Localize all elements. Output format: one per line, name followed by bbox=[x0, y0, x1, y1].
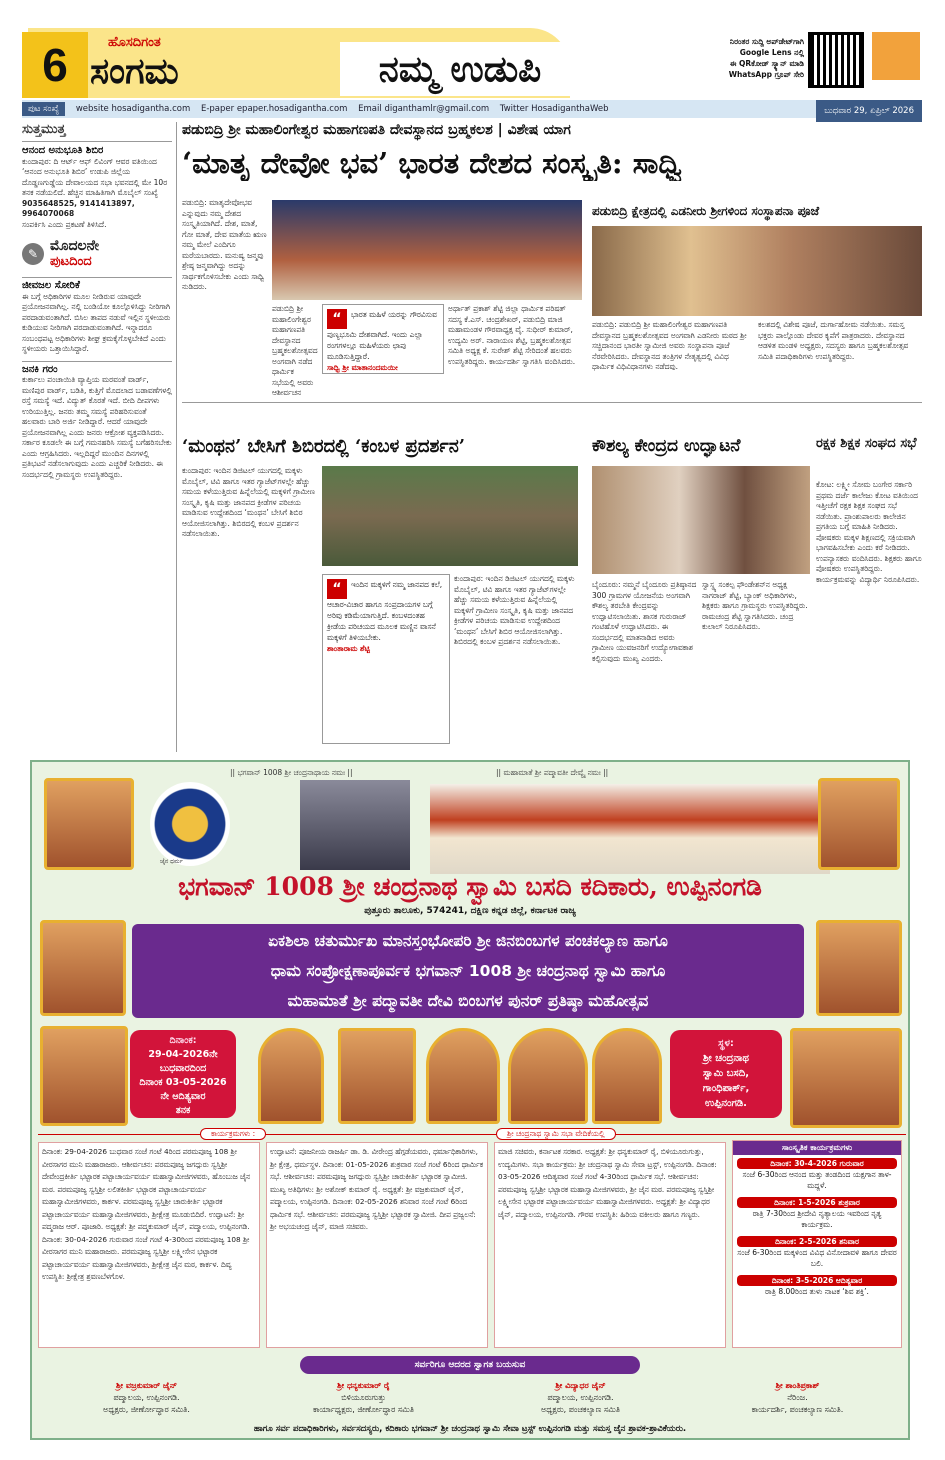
host-entry bbox=[38, 1380, 255, 1420]
ad-address: ಪುತ್ತೂರು ತಾಲೂಕು, 574241, ದಕ್ಷಿಣ ಕನ್ನಡ ಜಿಲ್ಲೆ, ಕರ್ನಾಟಕ ರಾಜ್ಯ bbox=[364, 906, 576, 916]
cultural-item bbox=[733, 1233, 901, 1272]
headline: ಆನಂದ ಅನುಭೂತಿ ಶಿಬಿರ bbox=[22, 145, 104, 156]
page-number: 6 bbox=[22, 32, 88, 98]
kaushalya-headline: ಕೌಶಲ್ಯ ಕೇಂದ್ರದ ಉದ್ಘಾಟನೆ bbox=[592, 436, 741, 456]
headline: ಜೀವಜಲ ಸೋರಿಕೆ bbox=[22, 277, 172, 292]
photo-guest bbox=[592, 1028, 662, 1124]
qr-code-icon[interactable] bbox=[808, 32, 864, 88]
cultural-date: ದಿನಾಂಕ: 30-4-2026 ಗುರುವಾರ bbox=[737, 1158, 897, 1169]
manthana-headline: ‘ಮಂಥನ’ ಬೇಸಿಗೆ ಶಿಬಿರದಲ್ಲಿ ‘ಕಂಬಳ ಪ್ರದರ್ಶನ’ bbox=[182, 436, 465, 457]
photo-swamiji bbox=[818, 778, 900, 870]
host-role: ಕಾರ್ಯದರ್ಶಿ, ಪಂಚಕಲ್ಯಾಣ ಸಮಿತಿ. bbox=[751, 1405, 844, 1414]
host-place: ಪದ್ಮಾಲಯ, ಉಪ್ಪಿನಂಗಡಿ. bbox=[547, 1393, 614, 1402]
idols-photo bbox=[300, 780, 410, 870]
photo-muni bbox=[816, 920, 902, 1016]
host-entry bbox=[689, 1380, 906, 1420]
host-entry bbox=[255, 1380, 472, 1420]
cultural-desc: ಸಂಜೆ 6-30ರಿಂದ ಮಕ್ಕಳಿಂದ ವಿವಿಧ ವಿನೋದಾವಳಿ ಹಾಗೂ ದೇವರ ಬಲಿ. bbox=[737, 1248, 897, 1268]
manthana-body: ಕುಂದಾಪುರ: ಇಂದಿನ ಡಿಜಿಟಲ್ ಯುಗದಲ್ಲಿ ಮಕ್ಕಳು ಮೊಬೈಲ್, ಟಿವಿ ಹಾಗೂ ಇತರ ಗ್ಯಾಜೆಟ್‌ಗಳಲ್ಲೇ ಹೆಚ್ಚು ಸಮಯ ಕಳೆಯುತ್ತಿರುವ ಹಿನ್ನೆಲೆಯಲ್ಲಿ ಮಕ್ಕಳಿಗೆ ಗ್ರಾಮೀಣ ಸಂಸ್ಕೃತಿ, ಕೃಷಿ ಮತ್ತು ಜಾನಪದ ಕ್ರೀಡೆಗಳ ಪರಿಚಯ ಮಾಡಿಸುವ ಉದ್ದೇಶದಿಂದ ‘ಮಂಥನ’ ಬೇಸಿಗೆ ಶಿಬಿರ ಆಯೋಜಿಸಲಾಗಿತ್ತು. ಶಿಬಿರದಲ್ಲಿ ಕಂಬಳ ಪ್ರದರ್ಶನ ನಡೆಸಲಾಯಿತು. bbox=[182, 466, 315, 538]
padubidri-headline: ಪಡುಬಿದ್ರಿ ಕ್ಷೇತ್ರದಲ್ಲಿ ಎಡನೀರು ಶ್ರೀಗಳಿಂದ ಸಂಸ್ಥಾಪನಾ ಪೂಜೆ bbox=[592, 204, 820, 218]
host-name: ಶ್ರೀ ಶಾಂತಿಪ್ರಕಾಶ್ bbox=[775, 1381, 820, 1390]
venue-box: ಸ್ಥಳ: ಶ್ರೀ ಚಂದ್ರನಾಥ ಸ್ವಾಮಿ ಬಸದಿ, ಗಾಂಧಿಪಾರ್ಕ್, ಉಪ್ಪಿನಂಗಡಿ. bbox=[670, 1030, 782, 1118]
photo-guest bbox=[338, 1028, 416, 1124]
photo-muni bbox=[40, 920, 126, 1016]
photo-couple bbox=[790, 1028, 902, 1128]
raksha-body: ಕೋಟ: ಲಕ್ಷ್ಮೀ ಸೋಮ ಬಂಗೇರ ಸರ್ಕಾರಿ ಪ್ರಥಮ ದರ್ಜೆ ಕಾಲೇಜು ಕೋಟ ವತಿಯಿಂದ ಇತ್ತೀಚೆಗೆ ರಕ್ಷಕ ಶಿಕ್ಷಕ ಸಂಘದ ಸಭೆ ನಡೆಯಿತು. ಪ್ರಾಂಶುಪಾಲರು ಕಾಲೇಜಿನ ಪ್ರಗತಿಯ ಬಗ್ಗೆ ಮಾಹಿತಿ ನೀಡಿದರು. ಪೋಷಕರು ಮಕ್ಕಳ ಶಿಕ್ಷಣದಲ್ಲಿ ಸಕ್ರಿಯವಾಗಿ ಭಾಗವಹಿಸಬೇಕು ಎಂದು ಕರೆ ನೀಡಿದರು. ಉಪನ್ಯಾಸಕರು ವಂದಿಸಿದರು. ಶಿಕ್ಷಕರು ಹಾಗೂ ಪೋಷಕರು ಉಪಸ್ಥಿತರಿದ್ದರು. ಕಾರ್ಯಕ್ರಮವನ್ನು ವಿದ್ಯಾರ್ಥಿ ನಿರೂಪಿಸಿದರು. bbox=[816, 480, 922, 584]
divider bbox=[176, 122, 177, 752]
manthana-body-2: ಕುಂದಾಪುರ: ಇಂದಿನ ಡಿಜಿಟಲ್ ಯುಗದಲ್ಲಿ ಮಕ್ಕಳು ಮೊಬೈಲ್, ಟಿವಿ ಹಾಗೂ ಇತರ ಗ್ಯಾಜೆಟ್‌ಗಳಲ್ಲೇ ಹೆಚ್ಚು ಸಮಯ ಕಳೆಯುತ್ತಿರುವ ಹಿನ್ನೆಲೆಯಲ್ಲಿ ಮಕ್ಕಳಿಗೆ ಗ್ರಾಮೀಣ ಸಂಸ್ಕೃತಿ, ಕೃಷಿ ಮತ್ತು ಜಾನಪದ ಕ್ರೀಡೆಗಳ ಪರಿಚಯ ಮಾಡಿಸುವ ಉದ್ದೇಶದಿಂದ ‘ಮಂಥನ’ ಬೇಸಿಗೆ ಶಿಬಿರ ಆಯೋಜಿಸಲಾಗಿತ್ತು. ಶಿಬಿರದಲ್ಲಿ ಕಂಬಳ ಪ್ರದರ್ಶನ ನಡೆಸಲಾಯಿತು. bbox=[454, 574, 575, 646]
padubidri-body: ಪಡುಬಿದ್ರಿ: ಪಡುಬಿದ್ರಿ ಶ್ರೀ ಮಹಾಲಿಂಗೇಶ್ವರ ಮಹಾಗಣಪತಿ ದೇವಸ್ಥಾನದ ಬ್ರಹ್ಮಕಲಶೋತ್ಸವದ ಅಂಗವಾಗಿ ಎಡನೀರು ಮಠದ ಶ್ರೀ ಸಚ್ಚಿದಾನಂದ ಭಾರತೀ ಸ್ವಾಮೀಜಿ ಅವರು ಸಂಸ್ಥಾಪನಾ ಪೂಜೆ ನೆರವೇರಿಸಿದರು. ದೇವಸ್ಥಾನದ ತಂತ್ರಿಗಳ ನೇತೃತ್ವದಲ್ಲಿ ವಿವಿಧ ಧಾರ್ಮಿಕ ವಿಧಿವಿಧಾನಗಳು ನಡೆದವು. bbox=[592, 320, 747, 371]
twitter-link[interactable]: Twitter HosadiganthaWeb bbox=[499, 104, 609, 114]
cultural-desc: ಸಂಜೆ 6-30ರಿಂದ ಆನಂದ ಮತ್ತು ತಂಡದಿಂದ ಯಕ್ಷಗಾನ ತಾಳ-ಮದ್ದಳೆ. bbox=[742, 1170, 892, 1190]
host-place: ನೆರಿಂಜ. bbox=[787, 1393, 808, 1402]
photo-guest bbox=[426, 1028, 500, 1124]
kaushalya-body-2: ಸ್ವಾಸ್ಥ್ಯ ಸಂಕಲ್ಪ ಫೌಂಡೇಶನ್‌ನ ಅಧ್ಯಕ್ಷ ನಾಗರಾಜ್ ಶೆಟ್ಟಿ, ಬ್ಯಾಂಕ್ ಅಧಿಕಾರಿಗಳು, ಶಿಕ್ಷಕರು ಹಾಗೂ ಗ್ರಾಮಸ್ಥರು ಉಪಸ್ಥಿತರಿದ್ದರು. ರಾಮಚಂದ್ರ ಶೆಟ್ಟಿ ಸ್ವಾಗತಿಸಿದರು. ಚಂದ್ರ ಕುಲಾಲ್ ನಿರೂಪಿಸಿದರು. bbox=[702, 580, 808, 631]
pull-quote: “ ಭಾರತ ಮಹಿಳೆ ಯರನ್ನು ಗೌರವಿಸುವ ಪುಣ್ಯಭೂಮಿ ದೇಶವಾಗಿದೆ. ಇಂದು ಎಲ್ಲಾ ರಂಗಗಳಲ್ಲೂ ಮಹಿಳೆಯರು ಛಾಪು ಮೂಡಿಸುತ್ತಿದ್ದಾರೆ. ಸಾಧ್ವಿ ಶ್ರೀ ಮಾತಾನಂದಮಯೀ bbox=[322, 304, 444, 374]
program-col-1: ದಿನಾಂಕ: 29-04-2026 ಬುಧವಾರ ಸಂಜೆ ಗಂಟೆ 4ರಿಂದ ಪರಮಪೂಜ್ಯ 108 ಶ್ರೀ ವೀರಸಾಗರ ಮುನಿ ಮಹಾರಾಜರು. ಆಶೀರ್ವಚನ: ಪರಮಪೂಜ್ಯ ಜಗದ್ಗುರು ಸ್ವಸ್ತಿಶ್ರೀ ದೇವೇಂದ್ರಕೀರ್ತಿ ಭಟ್ಟಾರಕ ಪಟ್ಟಾಚಾರ್ಯವರ್ಯ ಮಹಾಸ್ವಾಮೀಜಿಗಳವರು, ಹೊಂಬುಜ ಜೈನ ಮಠ. ಪರಮಪೂಜ್ಯ ಸ್ವಸ್ತಿಶ್ರೀ ಲಲಿತಕೀರ್ತಿ ಭಟ್ಟಾರಕ ಪಟ್ಟಾಚಾರ್ಯವರ್ಯ ಮಹಾಸ್ವಾಮೀಜಿಗಳವರು, ಕಾರ್ಕಳ. ಪರಮಪೂಜ್ಯ ಸ್ವಸ್ತಿಶ್ರೀ ಚಾರುಕೀರ್ತಿ ಭಟ್ಟಾರಕ ಪಟ್ಟಾಚಾರ್ಯವರ್ಯ ಮಹಾಸ್ವಾಮೀಜಿಗಳವರು, ಶ್ರೀಕ್ಷೇತ್ರ ಮೂಡುಬಿದಿರೆ. ಉದ್ಘಾಟನೆ: ಶ್ರೀ ಪದ್ಮರಾಜ ಆರ್. ಪೂಜಾರಿ. ಅಧ್ಯಕ್ಷತೆ: ಶ್ರೀ ಪದ್ಮಕುಮಾರ್ ಜೈನ್, ಪದ್ಮಾಲಯ, ಉಪ್ಪಿನಂಗಡಿ. ದಿನಾಂಕ: 30-04-2026 ಗುರುವಾರ ಸಂಜೆ ಗಂಟೆ 4-30ರಿಂದ ಪರಮಪೂಜ್ಯ 108 ಶ್ರೀ ವೀರಸಾಗರ ಮುನಿ ಮಹಾರಾಜರು. ಪರಮಪೂಜ್ಯ ಸ್ವಸ್ತಿಶ್ರೀ ಲಕ್ಷ್ಮೀಸೇನ ಭಟ್ಟಾರಕ ಪಟ್ಟಾಚಾರ್ಯವರ್ಯ ಮಹಾಸ್ವಾಮೀಜಿಗಳವರು, ಶ್ರೀಕ್ಷೇತ್ರ ಜೈನ ಮಠ, ಕಾರ್ಕಳ. ದಿವ್ಯ ಉಪಸ್ಥಿತಿ: ಶ್ರೀಕ್ಷೇತ್ರ ಶ್ರವಣಬೆಳಗೊಳ. bbox=[38, 1142, 260, 1348]
quote-icon: “ bbox=[327, 579, 347, 599]
host-role: ಅಧ್ಯಕ್ಷರು, ಜೀರ್ಣೋದ್ಧಾರ ಸಮಿತಿ. bbox=[103, 1405, 190, 1414]
lead-photo bbox=[272, 200, 582, 300]
lead-headline: ‘ಮಾತೃ ದೇವೋ ಭವ’ ಭಾರತ ದೇಶದ ಸಂಸ್ಕೃತಿ: ಸಾಧ್ವಿ bbox=[182, 146, 683, 180]
publication-name: ಹೊಸದಿಗಂತ bbox=[108, 34, 161, 49]
lead-kicker: ಪಡುಬಿದ್ರಿ ಶ್ರೀ ಮಹಾಲಿಂಗೇಶ್ವರ ಮಹಾಗಣಪತಿ ದೇವಸ್ಥಾನದ ಬ್ರಹ್ಮಕಲಶ | ವಿಶೇಷ ಯಾಗ bbox=[182, 122, 571, 138]
lead-body-3: ಅರ್ಥಾತ್ ಪ್ರಕಾಶ್ ಶೆಟ್ಟಿ ಜಿಲ್ಲಾ ಧಾರ್ಮಿಕ ಪರಿಷತ್ ಸದಸ್ಯ ಕೆ.ಎಸ್. ಚಂದ್ರಶೇಖರ್, ಪಡುಬಿದ್ರಿ ಮಾಜಿ ಮಹಾಮಂಡಳ ಗೌರವಾಧ್ಯಕ್ಷ ವೈ. ಸುಧೀರ್ ಕುಮಾರ್, ಉದ್ಯಮಿ ಅರ್. ನಾರಾಯಣ ಶೆಟ್ಟಿ, ಬ್ರಹ್ಮಕಲಶೋತ್ಸವ ಸಮಿತಿ ಅಧ್ಯಕ್ಷ ಕೆ. ಸುರೇಶ್ ಶೆಟ್ಟಿ ಸೇರಿದಂತೆ ಹಲವರು ಉಪಸ್ಥಿತರಿದ್ದರು. ಕಾರ್ಯದರ್ಶಿ ಸ್ವಾಗತಿಸಿ ವಂದಿಸಿದರು. bbox=[448, 304, 576, 366]
left-column: ಸುತ್ತಮುತ್ತ ಆನಂದ ಅನುಭೂತಿ ಶಿಬಿರ ಕುಂದಾಪುರ: ದಿ ಆರ್ಟ್ ಆಫ್ ಲಿವಿಂಗ್ ಆವರ ವತಿಯಿಂದ ‘ಆನಂದ ಅನುಭೂತಿ ಶಿಬಿರ’ ಉಡುಪಿ ಜಿಲ್ಲೆಯ ದೊಡ್ಡಣಗುಡ್ಡೆಯ ದೇವಾಲಯದ ಸಭಾ ಭವನದಲ್ಲಿ ಮೇ 10ರ ತನಕ ನಡೆಯಲಿದೆ. ಹೆಚ್ಚಿನ ಮಾಹಿತಿಗಾಗಿ ಮೊಬೈಲ್ ಸಂಖ್ಯೆ 9035648525, 9141413897, 9964070068 ಸಂಪರ್ಕಿಸಿ ಎಂದು ಪ್ರಕಟಣೆ ತಿಳಿಸಿದೆ. ✎ ಮೊದಲನೇ ಪುಟದಿಂದ ಜೀವಜಲ ಸೋರಿಕೆ ಈ ಬಗ್ಗೆ ಅಧಿಕಾರಿಗಳ ಮೂಲ ನೀಡಿರುವ ಯಾವುದೇ ಪ್ರಯೋಜನವಾಗಿಲ್ಲ. ನಲ್ಲಿ ಬಂಡಿಯೋ ಕೂಲ್ಗೊಳಿಸಿದ್ದು ನೀರಿಗಾಗಿ ಪರದಾಡುವಂತಾಗಿದೆ. ಬಿಸಿಲ ತಾಪದ ನಡುವೆ ಇಲ್ಲಿನ ಸ್ಥಳೀಯರು ಕುಡಿಯುವ ನೀರಿಗಾಗಿ ಪರದಾಡುವಂತಾಗಿದೆ. ಇನ್ನಾದರೂ ಸಂಬಂಧಪಟ್ಟ ಅಧಿಕಾರಿಗಳು ಶೀಘ್ರ ಕ್ರಮಕೈಗೊಳ್ಳಬೇಕಿದೆ ಎಂದು ಸ್ಥಳೀಯರು ಒತ್ತಾಯಿಸಿದ್ದಾರೆ. ಜನಕಿ ಗರಂ ಕುರ್ಕಾಲು ಪಂಚಾಯಿತಿ ವ್ಯಾಪ್ತಿಯ ಮರವಂತೆ ವಾರ್ಡ್, ಮಣಿಪುರ ವಾರ್ಡ್, ಬಡಿತಿ, ಕುತ್ತಿಗೆ ಮೊದಲಾದ ಬಡಾವಣೆಗಳಲ್ಲಿ ರಸ್ತೆ ಸಮಸ್ಯೆ ಇದೆ. ವಿದ್ಯುತ್ ಕೊರತೆ ಇದೆ. ಬೀದಿ ದೀಪಗಳು ಉರಿಯುತ್ತಿಲ್ಲ. ಜನರು ತಮ್ಮ ಸಮಸ್ಯೆ ಪರಿಹರಿಸುವಂತೆ ಹಲವಾರು ಬಾರಿ ಅರ್ಜಿ ನೀಡಿದ್ದಾರೆ. ಆದರೆ ಯಾವುದೇ ಪ್ರಯೋಜನವಾಗಿಲ್ಲ ಎಂದು ಜನರು ಆಕ್ರೋಶ ವ್ಯಕ್ತಪಡಿಸಿದರು. ಸರ್ಕಾರ ಕೂಡಲೇ ಈ ಬಗ್ಗೆ ಗಮನಹರಿಸಿ ಸಮಸ್ಯೆ ಬಗೆಹರಿಸಬೇಕು ಎಂದು ಆಗ್ರಹಿಸಿದರು. ಇಲ್ಲದಿದ್ದರೆ ಮುಂದಿನ ದಿನಗಳಲ್ಲಿ ಪ್ರತಿಭಟನೆ ನಡೆಸಲಾಗುವುದು ಎಂದು ಎಚ್ಚರಿಕೆ ನೀಡಿದರು. ಈ ಸಂದರ್ಭದಲ್ಲಿ ಗ್ರಾಮಸ್ಥರು ಉಪಸ್ಥಿತರಿದ್ದರು. bbox=[22, 122, 172, 479]
photo-guest bbox=[258, 1028, 324, 1124]
cultural-item bbox=[733, 1272, 901, 1300]
headline: ಜನಕಿ ಗರಂ bbox=[22, 361, 172, 376]
cultural-item bbox=[733, 1155, 901, 1194]
date-box: ದಿನಾಂಕ: 29-04-2026ನೇ ಬುಧವಾರದಿಂದ ದಿನಾಂಕ 03-05-2026 ನೇ ಆದಿತ್ಯವಾರ ತನಕ bbox=[130, 1030, 236, 1118]
epaper-link[interactable]: E-paper epaper.hosadigantha.com bbox=[200, 104, 348, 114]
padubidri-photo bbox=[592, 226, 922, 316]
raksha-headline: ರಕ್ಷಕ ಶಿಕ್ಷಕ ಸಂಘದ ಸಭೆ bbox=[816, 436, 917, 451]
cultural-item bbox=[733, 1194, 901, 1233]
host-name: ಶ್ರೀ ವಜ್ರಕುಮಾರ್ ಜೈನ್ bbox=[116, 1381, 177, 1390]
host-place: ಬಿಳಿಯೂರುಗುತ್ತು bbox=[341, 1393, 386, 1402]
cultural-date: ದಿನಾಂಕ: 1-5-2026 ಶುಕ್ರವಾರ bbox=[737, 1197, 897, 1208]
cultural-list bbox=[733, 1155, 901, 1300]
column-brand: ಸುತ್ತಮುತ್ತ bbox=[22, 122, 172, 142]
pull-quote: “ ಇಂದಿನ ಮಕ್ಕಳಿಗೆ ನಮ್ಮ ಜಾನಪದ ಕಲೆ, ಆಚಾರ-ವಿಚಾರ ಹಾಗೂ ಸಂಪ್ರದಾಯಗಳ ಬಗ್ಗೆ ಅರಿವು ಕಡಿಮೆಯಾಗುತ್ತಿದೆ. ಕಂಬಳದಂತಹ ಕ್ರೀಡೆಯ ಪರಿಚಯದ ಮೂಲಕ ಮಣ್ಣಿನ ವಾಸನೆ ಮಕ್ಕಳಿಗೆ ತಿಳಿಯಬೇಕು. ಶಾಂತಾರಾಮ ಶೆಟ್ಟಿ bbox=[322, 574, 450, 744]
info-bar: ಪುಟ ಸಂಖ್ಯೆ website hosadigantha.com E-paper epaper.hosadigantha.com Email diganthamlr@gmail.com Twitter HosadiganthaWeb ಬುಧವಾರ 29, ಏಪ್ರಿಲ್ 2026 bbox=[22, 100, 922, 118]
hosts bbox=[38, 1380, 906, 1420]
photo-swamiji bbox=[44, 778, 134, 870]
ad-title: ಭಗವಾನ್ 1008 ಶ್ರೀ ಚಂದ್ರನಾಥ ಸ್ವಾಮಿ ಬಸದಿ ಕದಿಕಾರು, ಉಪ್ಪಿನಂಗಡಿ bbox=[178, 872, 762, 901]
program-col-3: ಮಾಜಿ ಸಚಿವರು, ಕರ್ನಾಟಕ ಸರಕಾರ. ಅಧ್ಯಕ್ಷತೆ: ಶ್ರೀ ಧನ್ಯಕುಮಾರ್ ರೈ, ಬಿಳಿಯೂರುಗುತ್ತು, ಉದ್ಯಮಿಗಳು. ಸಭಾ ಕಾರ್ಯಕ್ರಮ: ಶ್ರೀ ಚಂದ್ರನಾಥ ಸ್ವಾಮಿ ಸೇವಾ ಟ್ರಸ್ಟ್, ಉಪ್ಪಿನಂಗಡಿ. ದಿನಾಂಕ: 03-05-2026 ಆದಿತ್ಯವಾರ ಸಂಜೆ ಗಂಟೆ 4-30ರಿಂದ ಧಾರ್ಮಿಕ ಸಭೆ. ಆಶೀರ್ವಚನ: ಪರಮಪೂಜ್ಯ ಸ್ವಸ್ತಿಶ್ರೀ ಭಟ್ಟಾರಕ ಮಹಾಸ್ವಾಮೀಜಿಗಳವರು, ಶ್ರೀ ಜೈನ ಮಠ. ಪರಮಪೂಜ್ಯ ಸ್ವಸ್ತಿಶ್ರೀ ಲಕ್ಷ್ಮೀಸೇನ ಭಟ್ಟಾರಕ ಪಟ್ಟಾಚಾರ್ಯವರ್ಯ ಮಹಾಸ್ವಾಮೀಜಿಗಳವರು. ಅಧ್ಯಕ್ಷತೆ: ಶ್ರೀ ವಿದ್ಯಾಧರ ಜೈನ್, ಪದ್ಮಾಲಯ, ಉಪ್ಪಿನಂಗಡಿ. ಗೌರವ ಉಪಸ್ಥಿತಿ: ಹಿರಿಯ ವಕೀಲರು ಹಾಗೂ ಗಣ್ಯರು. bbox=[494, 1142, 726, 1348]
page-title: ನಮ್ಮ ಉಡುಪಿ bbox=[340, 42, 580, 96]
cultural-desc: ರಾತ್ರಿ 8.00ರಿಂದ ತುಳು ನಾಟಕ ‘ಶಿವ ಶಕ್ತಿ’. bbox=[765, 1287, 869, 1296]
section-name: ಸಂಗಮ bbox=[90, 50, 179, 92]
ad-footer: ಹಾಗೂ ಸರ್ವ ಪದಾಧಿಕಾರಿಗಳು, ಸರ್ವಸದಸ್ಯರು, ಕದಿಕಾರು ಭಗವಾನ್ ಶ್ರೀ ಚಂದ್ರನಾಥ ಸ್ವಾಮಿ ಸೇವಾ ಟ್ರಸ್ಟ್ ಉಪ್ಪಿನಂಗಡಿ ಮತ್ತು ಸಮಸ್ತ ಜೈನ ಶ್ರಾವಕ-ಶ್ರಾವಿಕೆಯರು. bbox=[253, 1424, 687, 1434]
cultural-desc: ರಾತ್ರಿ 7-30ರಿಂದ ಶ್ರೀದೇವಿ ನೃತ್ಯಾಲಯ ಇವರಿಂದ ನೃತ್ಯ ಕಾರ್ಯಕ್ರಮ. bbox=[752, 1209, 882, 1229]
kaushalya-photo bbox=[592, 466, 810, 574]
divider bbox=[182, 402, 922, 403]
jain-emblem-icon bbox=[150, 782, 230, 866]
email-link[interactable]: Email diganthamlr@gmail.com bbox=[358, 104, 490, 114]
kambala-photo bbox=[322, 466, 578, 566]
quote-icon: “ bbox=[327, 309, 347, 329]
photo-guest bbox=[508, 1028, 588, 1124]
ad-banner: ಏಕಶಿಲಾ ಚತುರ್ಮುಖ ಮಾನಸ್ತಂಭೋಪರಿ ಶ್ರೀ ಜಿನಬಿಂಬಗಳ ಪಂಚಕಲ್ಯಾಣ ಹಾಗೂ ಧಾಮ ಸಂಪ್ರೋಕ್ಷಣಾಪೂರ್ವಕ ಭಗವಾನ್ 1008 ಶ್ರೀ ಚಂದ್ರನಾಥ ಸ್ವಾಮಿ ಹಾಗೂ ಮಹಾಮಾತೆ ಶ್ರೀ ಪದ್ಮಾವತೀ ದೇವಿ ಬಿಂಬಗಳ ಪುನರ್ ಪ್ರತಿಷ್ಠಾ ಮಹೋತ್ಸವ bbox=[132, 924, 804, 1018]
host-name: ಶ್ರೀ ವಿದ್ಯಾಧರ ಜೈನ್ bbox=[555, 1381, 606, 1390]
padubidri-body-2: ಕಲಶದಲ್ಲಿ ವಿಶೇಷ ಪೂಜೆ, ದುರ್ಗಾಹೋಮ ನಡೆಯಿತು. ಸಮಸ್ತ ಭಕ್ತರು ಪಾಲ್ಗೊಂಡು ದೇವರ ಕೃಪೆಗೆ ಪಾತ್ರರಾದರು. ದೇವಸ್ಥಾನದ ಆಡಳಿತ ಮಂಡಳಿ ಅಧ್ಯಕ್ಷರು, ಸದಸ್ಯರು ಹಾಗೂ ಬ್ರಹ್ಮಕಲಶೋತ್ಸವ ಸಮಿತಿ ಪದಾಧಿಕಾರಿಗಳು ಉಪಸ್ಥಿತರಿದ್ದರು. bbox=[758, 320, 909, 361]
welcome-banner: ಸರ್ವರಿಗೂ ಆದರದ ಸ್ವಾಗತ ಬಯಸುವ bbox=[300, 1356, 640, 1374]
pencil-icon: ✎ bbox=[22, 243, 44, 265]
basadi-photo bbox=[430, 784, 830, 874]
issue-date: ಬುಧವಾರ 29, ಏಪ್ರಿಲ್ 2026 bbox=[816, 100, 922, 122]
host-role: ಅಧ್ಯಕ್ಷರು, ಪಂಚಕಲ್ಯಾಣ ಸಮಿತಿ bbox=[541, 1405, 620, 1414]
accent-block bbox=[872, 32, 920, 80]
qr-instructions: ನಿರಂತರ ಸುದ್ದಿ ಅಪ್‌ಡೇಟ್‌ಗಾಗಿ Google Lens ನಲ್ಲಿ ಈ QRಕೋಡ್ ಸ್ಕ್ಯಾನ್ ಮಾಡಿ WhatsApp ಗ್ರೂಪ್ ಸೇರಿ bbox=[728, 37, 804, 79]
host-entry bbox=[472, 1380, 689, 1420]
host-name: ಶ್ರೀ ಧನ್ಯಕುಮಾರ್ ರೈ bbox=[337, 1381, 390, 1390]
cultural-box: ಸಾಂಸ್ಕೃತಿಕ ಕಾರ್ಯಕ್ರಮಗಳು ದಿನಾಂಕ: 30-4-2026 ಗುರುವಾರ ಸಂಜೆ 6-30ರಿಂದ ಆನಂದ ಮತ್ತು ತಂಡದಿಂದ ಯಕ್ಷಗಾನ ತಾಳ-ಮದ್ದಳೆ. ದಿನಾಂಕ: 1-5-2026 ಶುಕ್ರವಾರ ರಾತ್ರಿ 7-30ರಿಂದ ಶ್ರೀದೇವಿ ನೃತ್ಯಾಲಯ ಇವರಿಂದ ನೃತ್ಯ ಕಾರ್ಯಕ್ರಮ. ದಿನಾಂಕ: 2-5-2026 ಶನಿವಾರ ಸಂಜೆ 6-30ರಿಂದ ಮಕ್ಕಳಿಂದ ವಿವಿಧ ವಿನೋದಾವಳಿ ಹಾಗೂ ದೇವರ ಬಲಿ. ದಿನಾಂಕ: 3-5-2026 ಆದಿತ್ಯವಾರ ರಾತ್ರಿ 8.00ರಿಂದ ತುಳು ನಾಟಕ ‘ಶಿವ ಶಕ್ತಿ’. bbox=[732, 1140, 902, 1348]
cultural-date: ದಿನಾಂಕ: 2-5-2026 ಶನಿವಾರ bbox=[737, 1236, 897, 1247]
host-role: ಕಾರ್ಯಾಧ್ಯಕ್ಷರು, ಜೀರ್ಣೋದ್ಧಾರ ಸಮಿತಿ bbox=[312, 1405, 415, 1414]
lead-body-2: ಪಡುಬಿದ್ರಿ ಶ್ರೀ ಮಹಾಲಿಂಗೇಶ್ವರ ಮಹಾಗಣಪತಿ ದೇವಸ್ಥಾನದ ಬ್ರಹ್ಮಕಲಶೋತ್ಸವದ ಅಂಗವಾಗಿ ನಡೆದ ಧಾರ್ಮಿಕ ಸಭೆಯಲ್ಲಿ ಅವರು ಆಶೀರ್ವಚನ bbox=[272, 304, 318, 396]
lead-body: ಪಡುಬಿದ್ರಿ: ಮಾತೃದೇವೋಭವ ಎನ್ನುವುದು ನಮ್ಮ ದೇಶದ ಸಂಸ್ಕೃತಿಯಾಗಿದೆ. ದೇಶ, ಮಾತೆ, ಗೋ ಮಾತೆ, ದೇವ ಮಾತೆಯ ಋಣ ನಮ್ಮ ಮೇಲೆ ಎಂದಿಗೂ ಮರೆಯಬಾರದು. ಮನುಷ್ಯ ಜನ್ಮವು ಶ್ರೇಷ್ಠ ಜನ್ಮವಾಗಿದ್ದು ಅದನ್ನು ಸಾರ್ಥಕಗೊಳಿಸಬೇಕು ಎಂದು ಸಾಧ್ವಿ ನುಡಿದರು. bbox=[182, 198, 267, 291]
divider bbox=[38, 1134, 906, 1135]
photo-guest bbox=[40, 1026, 128, 1126]
program-col-2: ಉದ್ಘಾಟನೆ: ಪೂಜನೀಯ ರಾಜರ್ಷಿ ಡಾ. ಡಿ. ವೀರೇಂದ್ರ ಹೆಗ್ಗಡೆಯವರು, ಧರ್ಮಾಧಿಕಾರಿಗಳು, ಶ್ರೀ ಕ್ಷೇತ್ರ, ಧರ್ಮಸ್ಥಳ. ದಿನಾಂಕ: 01-05-2026 ಶುಕ್ರವಾರ ಸಂಜೆ ಗಂಟೆ 6ರಿಂದ ಧಾರ್ಮಿಕ ಸಭೆ. ಆಶೀರ್ವಚನ: ಪರಮಪೂಜ್ಯ ಜಗದ್ಗುರು ಸ್ವಸ್ತಿಶ್ರೀ ಚಾರುಕೀರ್ತಿ ಭಟ್ಟಾರಕ ಸ್ವಾಮೀಜಿ. ಮುಖ್ಯ ಅತಿಥಿಗಳು: ಶ್ರೀ ಅಶೋಕ್ ಕುಮಾರ್ ರೈ. ಅಧ್ಯಕ್ಷತೆ: ಶ್ರೀ ವಜ್ರಕುಮಾರ್ ಜೈನ್, ಪದ್ಮಾಲಯ, ಉಪ್ಪಿನಂಗಡಿ. ದಿನಾಂಕ: 02-05-2026 ಶನಿವಾರ ಸಂಜೆ ಗಂಟೆ 6ರಿಂದ ಧಾರ್ಮಿಕ ಸಭೆ. ಆಶೀರ್ವಚನ: ಪರಮಪೂಜ್ಯ ಸ್ವಸ್ತಿಶ್ರೀ ಭಟ್ಟಾರಕ ಸ್ವಾಮೀಜಿ. ದೀಪ ಪ್ರಜ್ವಲನೆ: ಶ್ರೀ ಅಭಯಚಂದ್ರ ಜೈನ್, ಮಾಜಿ ಸಚಿವರು. bbox=[266, 1142, 488, 1348]
first-page-tag: ✎ ಮೊದಲನೇ ಪುಟದಿಂದ bbox=[22, 238, 172, 269]
host-place: ಪದ್ಮಾಲಯ, ಉಪ್ಪಿನಂಗಡಿ. bbox=[113, 1393, 180, 1402]
kaushalya-body: ಬೈಂದೂರು: ನಮ್ಮನೆ ಬೈಂದೂರು ಪ್ರತಿಷ್ಠಾನದ 300 ಗ್ರಾಮಗಳ ಯೋಜನೆಯ ಅಂಗವಾಗಿ ಕೌಶಲ್ಯ ತರಬೇತಿ ಕೇಂದ್ರವನ್ನು ಉದ್ಘಾಟಿಸಲಾಯಿತು. ಶಾಸಕ ಗುರುರಾಜ್ ಗಂಟಿಹೊಳೆ ಉದ್ಘಾಟಿಸಿದರು. ಈ ಸಂದರ್ಭದಲ್ಲಿ ಮಾತನಾಡಿದ ಅವರು ಗ್ರಾಮೀಣ ಯುವಜನರಿಗೆ ಉದ್ಯೋಗಾವಕಾಶ ಕಲ್ಪಿಸುವುದು ಮುಖ್ಯ ಎಂದರು. bbox=[592, 580, 697, 663]
cultural-date: ದಿನಾಂಕ: 3-5-2026 ಆದಿತ್ಯವಾರ bbox=[737, 1275, 897, 1286]
website-link[interactable]: website hosadigantha.com bbox=[75, 104, 191, 114]
